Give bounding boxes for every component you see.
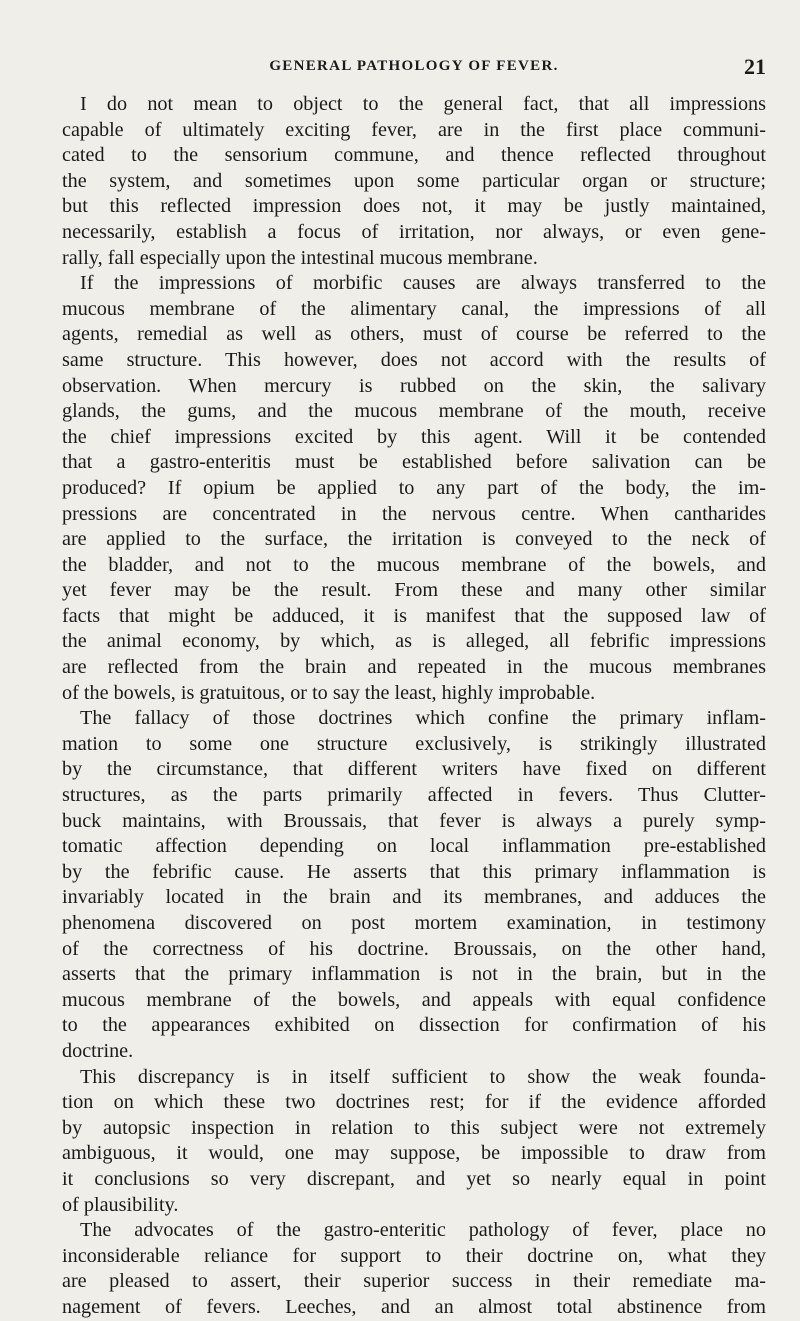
text-line: mucous membrane of the bowels, and appeals with equal confidence xyxy=(62,988,766,1011)
text-line: agents, remedial as well as others, must of course be referred to the xyxy=(62,323,766,346)
text-line: phenomena discovered on post mortem examination, in testimony xyxy=(62,912,766,934)
text-line: of plausibility. xyxy=(62,1193,179,1216)
text-line: are pleased to assert, their superior success in their remediate ma- xyxy=(62,1270,766,1293)
text-line: by the circumstance, that different writers have fixed on different xyxy=(62,758,766,781)
text-line: the chief impressions excited by this agent. Will it be contended xyxy=(62,425,766,448)
text-line: necessarily, establish a focus of irritation, nor always, or even gene- xyxy=(62,220,766,243)
text-line: yet fever may be the result. From these and many other similar xyxy=(62,579,766,602)
text-line: nagement of fevers. Leeches, and an almost total abstinence from xyxy=(62,1295,766,1318)
text-line: by the febrific cause. He asserts that this primary inflammation is xyxy=(62,860,766,883)
text-line: pressions are concentrated in the nervous centre. When cantharides xyxy=(62,502,766,525)
text-line: buck maintains, with Broussais, that fever is always a purely symp- xyxy=(62,809,766,832)
text-line: tion on which these two doctrines rest; for if the evidence afforded xyxy=(62,1091,766,1114)
text-line: to the appearances exhibited on dissection for confirmation of his xyxy=(62,1014,766,1037)
page-number: 21 xyxy=(744,54,766,79)
text-line: rally, fall especially upon the intestinal mucous membrane. xyxy=(62,246,538,269)
text-line: The advocates of the gastro-enteritic pathology of fever, place no xyxy=(80,1219,766,1242)
text-line: cated to the sensorium commune, and thence reflected throughout xyxy=(62,144,766,167)
text-line: observation. When mercury is rubbed on the skin, the salivary xyxy=(62,374,766,397)
text-line: asserts that the primary inflammation is not in the brain, but in the xyxy=(62,963,766,986)
text-line: the system, and sometimes upon some particular organ or structure; xyxy=(62,169,766,192)
text-line: The fallacy of those doctrines which confine the primary inflam- xyxy=(80,707,766,730)
text-line: This discrepancy is in itself sufficient to show the weak founda- xyxy=(80,1065,766,1088)
text-line: it conclusions so very discrepant, and yet so nearly equal in point xyxy=(62,1167,766,1190)
text-line: I do not mean to object to the general fact, that all impressions xyxy=(80,93,766,115)
text-line: doctrine. xyxy=(62,1039,134,1062)
text-line: of the correctness of his doctrine. Broussais, on the other hand, xyxy=(62,937,766,960)
body-text xyxy=(62,92,766,1321)
text-line: mucous membrane of the alimentary canal, the impressions of all xyxy=(62,297,766,320)
text-line: inconsiderable reliance for support to their doctrine on, what they xyxy=(62,1244,766,1267)
text-line: glands, the gums, and the mucous membrane of the mouth, receive xyxy=(62,400,766,423)
text-line: structures, as the parts primarily affected in fevers. Thus Clutter- xyxy=(62,784,766,807)
text-line: but this reflected impression does not, it may be justly maintained, xyxy=(62,195,766,218)
text-line: tomatic affection depending on local inflammation pre-established xyxy=(62,835,766,858)
text-line: same structure. This however, does not accord with the results of xyxy=(62,348,766,371)
running-title: GENERAL PATHOLOGY OF FEVER. xyxy=(269,58,559,74)
text-line: the animal economy, by which, as is alleged, all febrific impressions xyxy=(62,630,766,653)
text-line: by autopsic inspection in relation to this subject were not extremely xyxy=(62,1116,766,1139)
running-header xyxy=(62,54,766,82)
text-line: ambiguous, it would, one may suppose, be impossible to draw from xyxy=(62,1142,766,1165)
text-line: mation to some one structure exclusively, is strikingly illustrated xyxy=(62,732,766,755)
text-line: are reflected from the brain and repeated in the mucous membranes xyxy=(62,656,766,679)
text-line: that a gastro-enteritis must be established before salivation can be xyxy=(62,451,766,474)
text-line: the bladder, and not to the mucous membrane of the bowels, and xyxy=(62,553,766,576)
text-line: facts that might be adduced, it is manifest that the supposed law of xyxy=(62,604,766,627)
text-line: invariably located in the brain and its membranes, and adduces the xyxy=(62,886,766,909)
text-line: of the bowels, is gratuitous, or to say the least, highly improbable. xyxy=(62,681,596,704)
text-line: If the impressions of morbific causes are always transferred to the xyxy=(80,272,766,295)
text-line: produced? If opium be applied to any part of the body, the im- xyxy=(62,476,766,499)
text-line: capable of ultimately exciting fever, are in the first place communi- xyxy=(62,118,766,141)
text-line: are applied to the surface, the irritation is conveyed to the neck of xyxy=(62,528,766,551)
